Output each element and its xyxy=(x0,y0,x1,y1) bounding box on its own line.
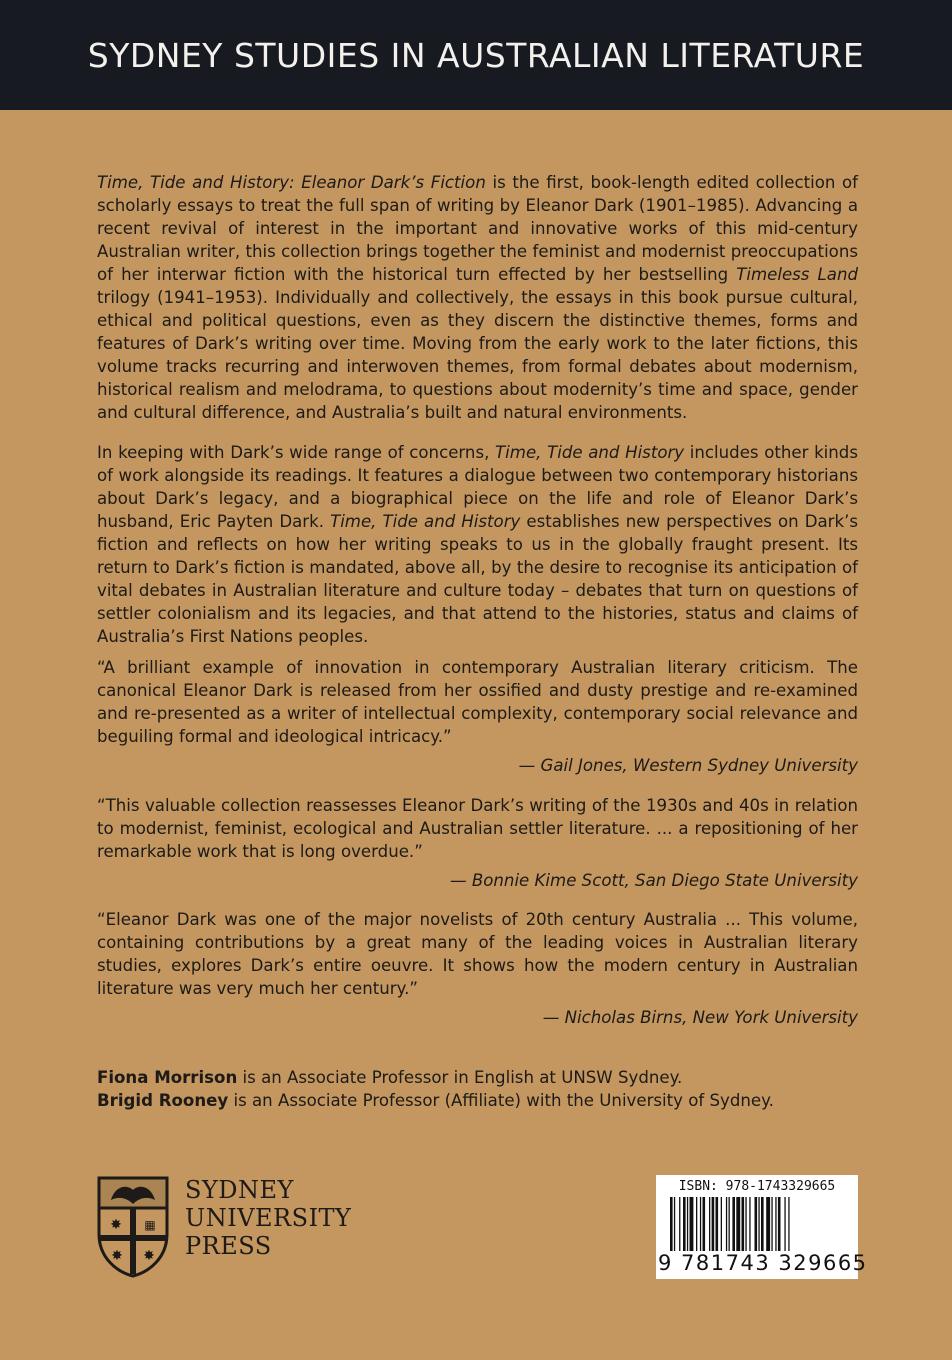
editor-bio xyxy=(97,1066,774,1089)
blurb-text: includes other kinds of work alongside its readings. It features a dialogue between two contemporary historians about Dark’s legacy, and a biographical piece on the life and role of Eleanor Dark’s husband, Eric Payten Dark. xyxy=(97,443,858,531)
isbn-barcode xyxy=(656,1175,868,1279)
barcode-bar xyxy=(674,1197,675,1251)
barcode-bar xyxy=(712,1197,715,1251)
book-title: Time, Tide and History xyxy=(495,443,685,462)
svg-text:▦: ▦ xyxy=(144,1218,156,1232)
barcode-bar xyxy=(732,1197,735,1251)
barcode-bar xyxy=(687,1197,688,1251)
editor-bio-text: is an Associate Professor in English at UNSW Sydney. xyxy=(237,1068,683,1087)
barcode-bar xyxy=(749,1197,750,1251)
publisher-name xyxy=(185,1176,351,1260)
barcode-bar xyxy=(745,1197,746,1251)
editor-name: Brigid Rooney xyxy=(97,1091,229,1110)
editor-bios xyxy=(97,1066,774,1112)
barcode-bar xyxy=(690,1197,694,1251)
quote-attribution: — Gail Jones, Western Sydney University xyxy=(518,756,858,775)
svg-text:✸: ✸ xyxy=(110,1217,122,1233)
svg-text:✸: ✸ xyxy=(111,1248,123,1264)
series-title: SYDNEY STUDIES IN AUSTRALIAN LITERATURE xyxy=(87,35,865,75)
blurb-text: is the first, book-length edited collection of scholarly essays to treat the full span of writing by Eleanor Dark (1901–1985). Advancing a recent revival of interest in the important and innovative works of this mid-century Australian writer, this collection brings together the feminist and modernist preoccupations of her interwar fiction with the historical turn effected by her bestselling xyxy=(97,173,858,284)
editor-bio xyxy=(97,1089,774,1112)
quote-text: “This valuable collection reassesses Eleanor Dark’s writing of the 1930s and 40s in relation to modernist, feminist, ecological and Australian settler literature. ... a repositioning of her remarkable work that is long overdue.” xyxy=(97,796,858,861)
review-quote xyxy=(97,908,858,1029)
barcode-bar xyxy=(683,1197,686,1251)
isbn-digits: 9 781743 329665 xyxy=(658,1251,868,1275)
barcode-bar xyxy=(775,1197,776,1251)
barcode-bar xyxy=(716,1197,719,1251)
barcode-bar xyxy=(696,1197,697,1251)
blurb-paragraph-2 xyxy=(97,441,858,648)
publisher-name-line: UNIVERSITY xyxy=(185,1204,352,1232)
barcode-bar xyxy=(709,1197,710,1251)
book-title: Time, Tide and History: Eleanor Dark’s Fiction xyxy=(97,173,486,192)
barcode-bar xyxy=(784,1197,785,1251)
barcode-bar xyxy=(788,1197,789,1251)
editor-bio-text: is an Associate Professor (Affiliate) with the University of Sydney. xyxy=(228,1091,774,1110)
blurb-text: In keeping with Dark’s wide range of concerns, xyxy=(97,443,496,462)
blurb-text: establishes new perspectives on Dark’s fiction and reflects on how her writing speaks to us in the globally fraught present. Its return to Dark’s fiction is mandated, above all, by the desire to recognise its anticipation of vital debates in Australian literature and culture today – debates that turn on questions of settler colonialism and its legacies, and that attend to the histories, status and claims of Australia’s First Nations peoples. xyxy=(97,512,858,646)
series-banner xyxy=(0,0,952,110)
barcode-bar xyxy=(761,1197,764,1251)
quote-text: “Eleanor Dark was one of the major novelists of 20th century Australia ... This volume, containing contributions by a great many of the leading voices in Australian literary studies, explores Dark’s entire oeuvre. It shows how the modern century in Australian literature was very much her century.” xyxy=(97,910,858,998)
publisher-name-line: SYDNEY xyxy=(185,1176,294,1204)
barcode-bar xyxy=(679,1197,680,1251)
svg-text:✸: ✸ xyxy=(143,1248,155,1264)
isbn-label: ISBN: 978-1743329665 xyxy=(678,1179,836,1194)
university-crest-icon xyxy=(97,1176,169,1278)
barcode-bar xyxy=(736,1197,740,1251)
barcode-bar xyxy=(721,1197,722,1251)
review-quote xyxy=(97,656,858,777)
barcode-bar xyxy=(670,1197,673,1251)
barcode-bars-icon xyxy=(662,1197,852,1253)
barcode-bar xyxy=(758,1197,759,1251)
quote-attribution: — Nicholas Birns, New York University xyxy=(542,1008,858,1027)
quote-attribution: — Bonnie Kime Scott, San Diego State University xyxy=(450,871,858,890)
barcode-bar xyxy=(729,1197,730,1251)
publisher-name-line: PRESS xyxy=(185,1232,272,1260)
editor-name: Fiona Morrison xyxy=(97,1068,238,1087)
barcode-bar xyxy=(742,1197,745,1251)
barcode-bar xyxy=(771,1197,772,1251)
book-title: Time, Tide and History xyxy=(330,512,521,531)
quote-text: “A brilliant example of innovation in contemporary Australian literary criticism. The canonical Eleanor Dark is released from her ossified and dusty prestige and re-examined and re-presented as a writer of intellectual complexity, contemporary social relevance and beguiling formal and ideological intricacy.” xyxy=(97,658,858,746)
barcode-bar xyxy=(766,1197,770,1251)
publisher-logo xyxy=(97,1176,351,1278)
barcode-bar xyxy=(778,1197,781,1251)
barcode-bar xyxy=(726,1197,727,1251)
barcode-bar xyxy=(755,1197,758,1251)
trilogy-title: Timeless Land xyxy=(736,265,859,284)
review-quote xyxy=(97,794,858,892)
blurb-text: trilogy (1941–1953). Individually and collectively, the essays in this book pursue cultural, ethical and political questions, even as they discern the distinctive themes, forms and features of Dark’s writing over time. Moving from the early work to the later fictions, this volume tracks recurring and interwoven themes, from formal debates about modernism, historical realism and melodrama, to questions about modernity’s time and space, gender and cultural difference, and Australia’s built and natural environments. xyxy=(97,288,858,422)
blurb-paragraph-1 xyxy=(97,171,858,424)
barcode-bar xyxy=(703,1197,706,1251)
barcode-bar xyxy=(700,1197,701,1251)
